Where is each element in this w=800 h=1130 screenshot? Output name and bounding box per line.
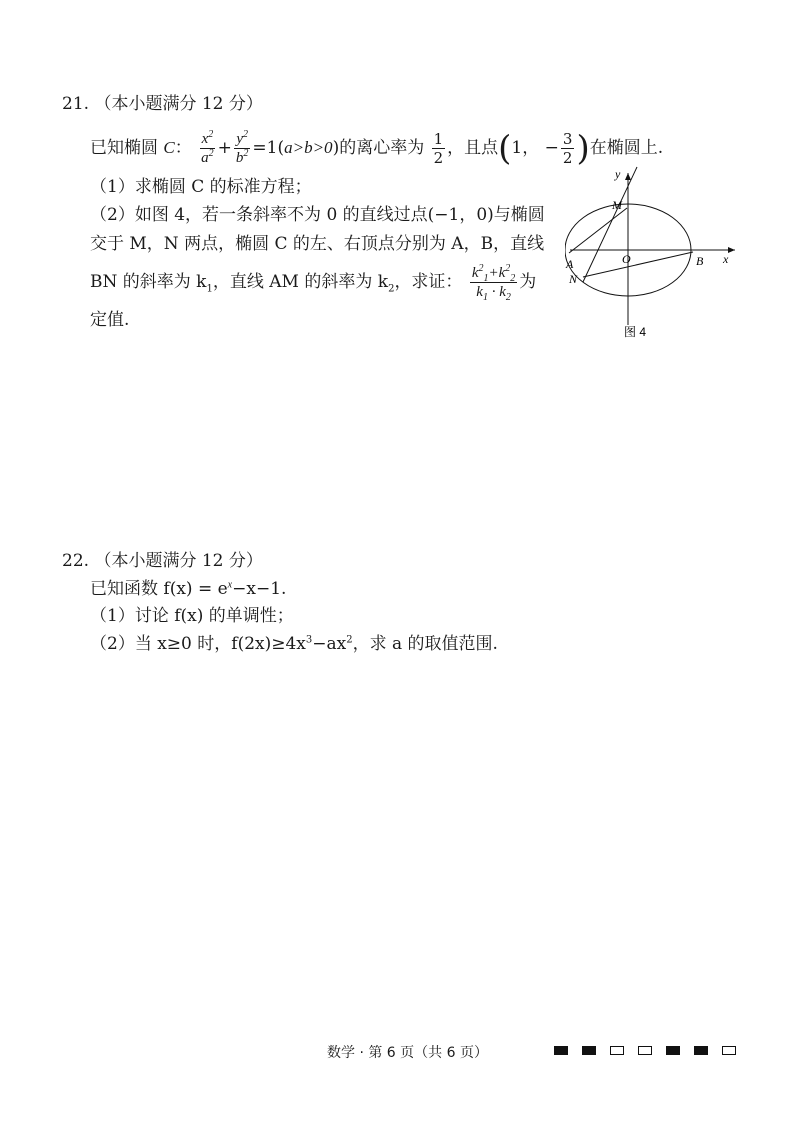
q22-part2-b: −ax bbox=[312, 634, 347, 654]
ab-condition: a>b>0 bbox=[284, 138, 333, 157]
point-y-fraction: $\frac{3}{2}$ bbox=[562, 130, 573, 167]
constant-tail: 为 bbox=[519, 272, 537, 292]
label-a: A bbox=[566, 257, 574, 271]
prove-text: ，求证： bbox=[394, 272, 463, 292]
x-axis-arrow-icon bbox=[728, 247, 735, 253]
q21-intro-line bbox=[90, 128, 663, 168]
label-o: O bbox=[622, 252, 631, 266]
k2-text: ，直线 AM 的斜率为 k bbox=[212, 272, 389, 292]
ellipse-y-fraction: $\frac{y^2}{b^2}$ bbox=[235, 129, 249, 166]
q22-exp2: 2 bbox=[346, 634, 353, 646]
label-m: M bbox=[612, 198, 622, 212]
q22-intro-tail: −x−1. bbox=[232, 579, 287, 599]
k2-sub: 2 bbox=[388, 283, 395, 295]
q21-part1: （1）求椭圆 C 的标准方程； bbox=[90, 177, 312, 197]
cond-close: ) bbox=[332, 138, 340, 158]
on-ellipse-text: 在椭圆上. bbox=[589, 138, 664, 158]
registration-mark-7 bbox=[722, 1046, 736, 1055]
slope-ratio-fraction: $\frac{k^2_1+k^2_2}{k_1 \cdot k_2}$ bbox=[471, 263, 516, 303]
ellipse-x-fraction: $\frac{x^2}{a^2}$ bbox=[201, 129, 214, 166]
q21-ellipse-name: C bbox=[163, 138, 175, 157]
figure-4 bbox=[565, 165, 745, 340]
q22-intro bbox=[90, 577, 286, 601]
k1-text: BN 的斜率为 k bbox=[90, 272, 207, 292]
point-text: ，且点 bbox=[447, 138, 499, 158]
q22-part2-a: （2）当 x≥0 时，f(2x)≥4x bbox=[90, 634, 306, 654]
line-am bbox=[569, 208, 627, 253]
q21-part2-line1: （2）如图 4，若一条斜率不为 0 的直线过点(−1，0)与椭圆 bbox=[90, 205, 545, 225]
point-minus: − bbox=[544, 138, 559, 158]
registration-mark-1 bbox=[554, 1046, 568, 1055]
q22-intro-text: 已知函数 f(x) = e bbox=[90, 579, 228, 599]
registration-mark-6 bbox=[694, 1046, 708, 1055]
q21-colon: ： bbox=[174, 138, 192, 158]
registration-mark-3 bbox=[610, 1046, 624, 1055]
registration-marks bbox=[554, 1046, 736, 1055]
page-footer: 数学 · 第 6 页（共 6 页） bbox=[327, 1045, 488, 1061]
registration-mark-5 bbox=[666, 1046, 680, 1055]
eccentricity-text: 的离心率为 bbox=[339, 138, 425, 158]
paren-close: ) bbox=[576, 128, 590, 169]
q21-part2-line4: 定值. bbox=[90, 310, 130, 330]
line-bn bbox=[583, 252, 693, 277]
q21-intro-prefix: 已知椭圆 bbox=[90, 138, 164, 158]
registration-mark-4 bbox=[638, 1046, 652, 1055]
q22-part2 bbox=[90, 632, 498, 656]
point-x: 1， bbox=[511, 138, 540, 158]
eq-rhs: =1( bbox=[252, 138, 285, 158]
registration-mark-2 bbox=[582, 1046, 596, 1055]
q21-number: 21. bbox=[62, 94, 90, 114]
q22-part2-c: ，求 a 的取值范围. bbox=[352, 634, 498, 654]
q22-part1: （1）讨论 f(x) 的单调性； bbox=[90, 606, 294, 626]
label-x: x bbox=[723, 252, 729, 266]
label-n: N bbox=[569, 272, 578, 286]
y-axis-arrow-icon bbox=[625, 173, 631, 180]
q21-part2-line3 bbox=[90, 258, 536, 306]
q21-header-line bbox=[62, 92, 263, 116]
label-b: B bbox=[696, 254, 704, 268]
paren-open: ( bbox=[498, 128, 512, 169]
q22-exponent: x bbox=[227, 579, 233, 591]
ellipse-diagram bbox=[565, 165, 745, 340]
q22-exp3: 3 bbox=[305, 634, 313, 646]
q22-number: 22. bbox=[62, 551, 90, 571]
q22-header-line bbox=[62, 549, 263, 573]
label-y: y bbox=[615, 167, 621, 181]
eccentricity-fraction: $\frac{1}{2}$ bbox=[433, 130, 444, 167]
q21-score-header: （本小题满分 12 分） bbox=[94, 94, 263, 114]
figure-caption: 图 4 bbox=[624, 325, 647, 339]
plus-sign: + bbox=[217, 138, 232, 158]
q22-score-header: （本小题满分 12 分） bbox=[94, 551, 263, 571]
q21-part2-line2: 交于 M，N 两点，椭圆 C 的左、右顶点分别为 A，B，直线 bbox=[90, 234, 545, 254]
k1-sub: 1 bbox=[206, 283, 213, 295]
